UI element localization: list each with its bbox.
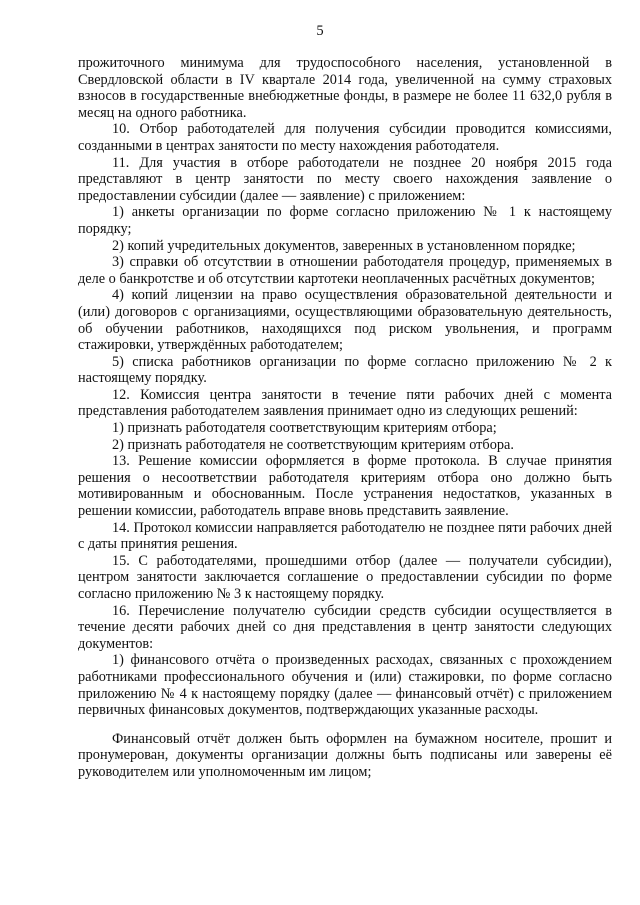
list-item-16-1: 1) финансового отчёта о произведенных расходах, связанных с прохождением работниками профессионального обучения и (или) стажировки, по форме согласно приложению № 4 к настоящему порядку (далее — финансовый отчёт) с приложением первичных финансовых документов, подтверждающих указанные расходы. [78,652,612,719]
paragraph-item-14: 14. Протокол комиссии направляется работодателю не позднее пяти рабочих дней с даты принятия решения. [78,519,612,553]
paragraph-item-10: 10. Отбор работодателей для получения субсидии проводится комиссиями, созданными в центрах занятости по месту нахождения работодателя. [78,121,612,154]
list-item-11-5: 5) списка работников организации по форме согласно приложению № 2 к настоящему порядку. [78,353,612,387]
list-item-11-2: 2) копий учредительных документов, заверенных в установленном порядке; [112,237,576,254]
paragraph-item-15: 15. С работодателями, прошедшими отбор (далее — получатели субсидии), центром занятости заключается соглашение о предоставлении субсидии по форме согласно приложению № 3 к настоящему порядку. [78,552,612,602]
paragraph-item-13: 13. Решение комиссии оформляется в форме протокола. В случае принятия решения о несоответствии работодателя критериям отбора оно должно быть мотивированным и обоснованным. После устранения недостатков, указанных в решении комиссии, работодатель вправе вновь представить заявление. [78,453,612,520]
document-body [78,55,612,781]
list-item-11-1: 1) анкеты организации по форме согласно приложению № 1 к настоящему порядку; [78,204,612,237]
paragraph-item-16: 16. Перечисление получателю субсидии средств субсидии осуществляется в течение десяти рабочих дней со дня представления в центр занятости следующих документов: [78,602,612,652]
list-item-12-1: 1) признать работодателя соответствующим критериям отбора; [112,420,497,437]
paragraph-continuation: прожиточного минимума для трудоспособного населения, установленной в Свердловской области в IV квартале 2014 года, увеличенной на сумму страховых взносов в государственные внебюджетные фонды, в размере не более 11 632,0 рубля в месяц на одного работника. [78,55,612,121]
list-item-11-4: 4) копий лицензии на право осуществления образовательной деятельности и (или) договоров с организациями, осуществляющими образовательную деятельность, об обучении работников, находящихся под риском увольнения, и программ стажировки, утверждённых работодателем; [78,287,612,354]
list-item-12-2: 2) признать работодателя не соответствующим критериям отбора. [112,436,514,453]
paragraph-financial-report-note: Финансовый отчёт должен быть оформлен на бумажном носителе, прошит и пронумерован, документы организации должны быть подписаны или заверены её руководителем или уполномоченным им лицом; [78,730,612,780]
paragraph-item-11: 11. Для участия в отборе работодатели не позднее 20 ноября 2015 года представляют в центр занятости по месту своего нахождения заявление о предоставлении субсидии (далее — заявление) с приложением: [78,154,612,204]
paragraph-item-12: 12. Комиссия центра занятости в течение пяти рабочих дней с момента представления работодателем заявления принимает одно из следующих решений: [78,386,612,420]
page-number: 5 [316,23,324,39]
list-item-11-3: 3) справки об отсутствии в отношении работодателя процедур, применяемых в деле о банкротстве и об отсутствии картотеки неоплаченных расчётных документов; [78,254,612,287]
